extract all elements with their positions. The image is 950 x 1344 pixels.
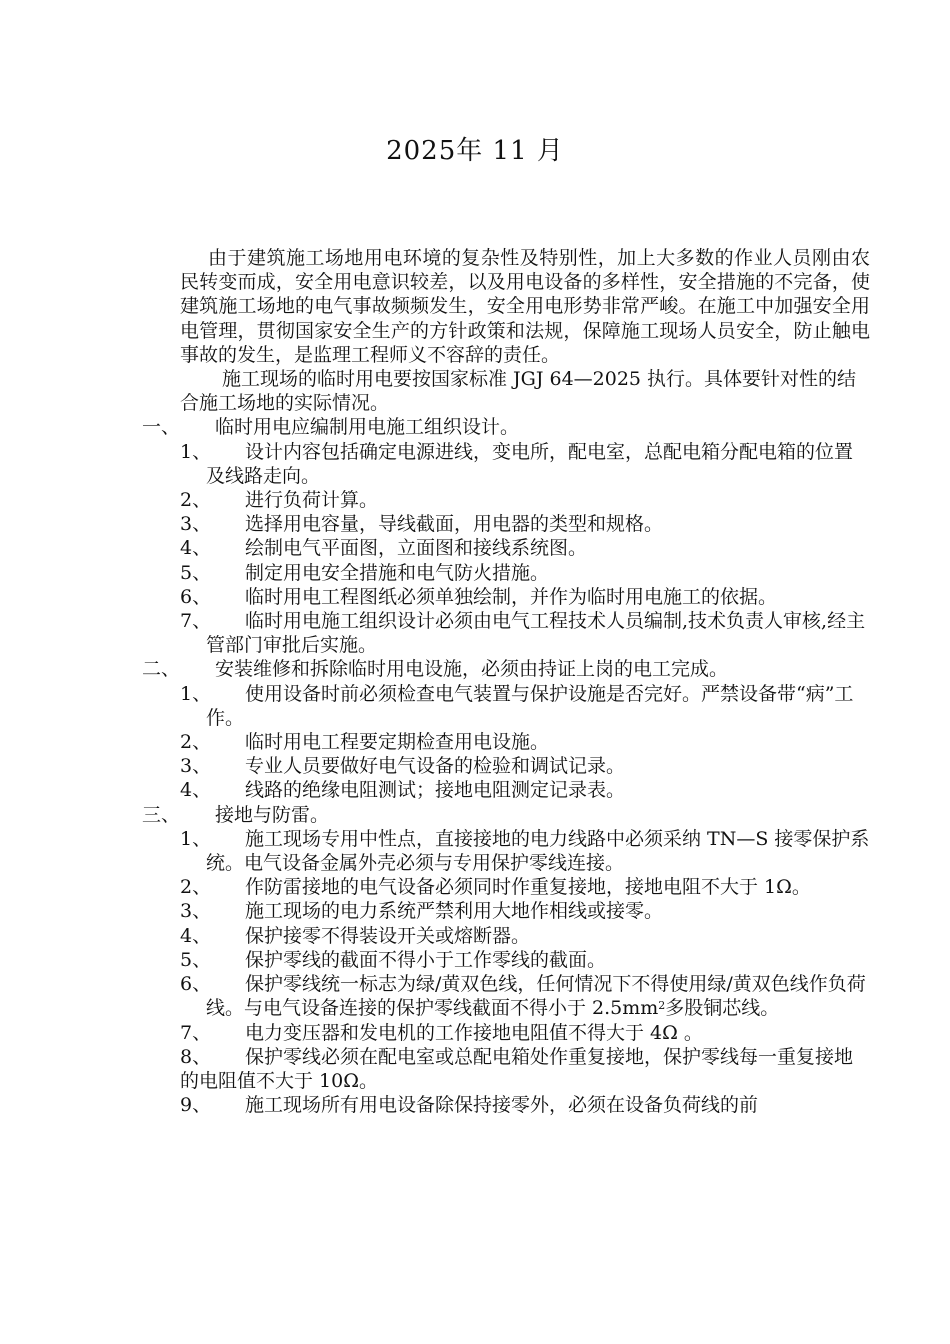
item-text-continued: 多股铜芯线。 bbox=[665, 997, 780, 1020]
item-number: 1、 bbox=[180, 827, 212, 850]
section-1 bbox=[142, 415, 870, 657]
item-text: 保护零线统一标志为绿/黄双色线，任何情况下不得使用绿/黄双色线作负荷线。与电气设备连接的保护零线截面不得小于 2.5mm bbox=[206, 973, 866, 1020]
item-number: 3、 bbox=[180, 513, 212, 536]
section-title: 安装维修和拆除临时用电设施，必须由持证上岗的电工完成。 bbox=[215, 658, 729, 681]
list-item bbox=[180, 948, 870, 972]
item-number: 1、 bbox=[180, 682, 212, 705]
list-item bbox=[180, 730, 870, 754]
item-number: 4、 bbox=[180, 924, 212, 947]
list-item bbox=[180, 754, 870, 778]
item-number: 6、 bbox=[180, 585, 212, 608]
item-text: 施工现场专用中性点，直接接地的电力线路中必须采纳 TN—S 接零保护系统。电气设备金属外壳必须与专用保护零线连接。 bbox=[206, 827, 870, 875]
item-text: 临时用电工程要定期检查用电设施。 bbox=[245, 731, 550, 754]
item-text: 保护零线的截面不得小于工作零线的截面。 bbox=[245, 948, 607, 971]
list-item bbox=[180, 827, 870, 875]
item-number: 2、 bbox=[180, 731, 212, 754]
item-text: 选择用电容量，导线截面，用电器的类型和规格。 bbox=[245, 513, 664, 536]
list-item bbox=[180, 561, 870, 585]
item-number: 4、 bbox=[180, 779, 212, 802]
list-item bbox=[180, 972, 870, 1020]
section-heading bbox=[142, 657, 870, 681]
item-text: 使用设备时前必须检查电气装置与保护设施是否完好。严禁设备带“病”工作。 bbox=[206, 682, 854, 729]
superscript: 2 bbox=[658, 999, 666, 1013]
item-text: 专业人员要做好电气设备的检验和调试记录。 bbox=[245, 755, 626, 778]
list-item bbox=[180, 1093, 870, 1117]
list-item bbox=[180, 585, 870, 609]
list-item bbox=[180, 488, 870, 512]
item-number: 3、 bbox=[180, 755, 212, 778]
list-item bbox=[180, 440, 870, 488]
item-text: 施工现场所有用电设备除保持接零外，必须在设备负荷线的前 bbox=[245, 1094, 759, 1117]
section-number: 三、 bbox=[142, 803, 181, 826]
list-item bbox=[180, 1045, 870, 1093]
section-3 bbox=[142, 803, 870, 1118]
item-number: 7、 bbox=[180, 1021, 212, 1044]
item-number: 9、 bbox=[180, 1094, 212, 1117]
list-item bbox=[180, 609, 870, 657]
item-text: 保护接零不得装设开关或熔断器。 bbox=[245, 924, 531, 947]
section-heading bbox=[142, 803, 870, 827]
item-text-wrapper bbox=[206, 972, 870, 1020]
section-number: 一、 bbox=[142, 416, 181, 439]
item-number: 6、 bbox=[180, 973, 212, 996]
list-item bbox=[180, 536, 870, 560]
intro-paragraph-1: 由于建筑施工场地用电环境的复杂性及特别性，加上大多数的作业人员刚由农民转变而成，安全用电意识较差，以及用电设备的多样性，安全措施的不完备，使建筑施工场地的电气事故频频发生，安全用电形势非常严峻。在施工中加强安全用电管理，贯彻国家安全生产的方针政策和法规，保障施工现场人员安全，防止触电事故的发生，是监理工程师义不容辞的责任。 bbox=[180, 247, 870, 366]
item-text: 制定用电安全措施和电气防火措施。 bbox=[245, 561, 550, 584]
list-item bbox=[180, 682, 870, 730]
item-text: 设计内容包括确定电源进线，变电所，配电室，总配电箱分配电箱的位置及线路走向。 bbox=[206, 440, 854, 487]
item-number: 5、 bbox=[180, 561, 212, 584]
item-number: 5、 bbox=[180, 948, 212, 971]
item-text: 临时用电工程图纸必须单独绘制，并作为临时用电施工的依据。 bbox=[245, 585, 778, 608]
list-item bbox=[180, 899, 870, 923]
item-number: 4、 bbox=[180, 537, 212, 560]
item-text: 线路的绝缘电阻测试；接地电阻测定记录表。 bbox=[245, 779, 626, 802]
section-number: 二、 bbox=[142, 658, 181, 681]
item-number: 7、 bbox=[180, 610, 212, 633]
section-2 bbox=[142, 657, 870, 802]
item-text: 施工现场的电力系统严禁利用大地作相线或接零。 bbox=[245, 900, 664, 923]
item-text: 电力变压器和发电机的工作接地电阻值不得大于 4Ω 。 bbox=[245, 1021, 703, 1044]
section-heading bbox=[142, 415, 870, 439]
list-item bbox=[180, 1021, 870, 1045]
item-text: 绘制电气平面图，立面图和接线系统图。 bbox=[245, 537, 588, 560]
item-number: 8、 bbox=[180, 1045, 212, 1068]
item-number: 1、 bbox=[180, 440, 212, 463]
list-item bbox=[180, 778, 870, 802]
list-item bbox=[180, 924, 870, 948]
item-number: 2、 bbox=[180, 876, 212, 899]
section-title: 接地与防雷。 bbox=[215, 803, 330, 826]
intro-paragraph-2: 施工现场的临时用电要按国家标准 JGJ 64—2025 执行。具体要针对性的结合施工场地的实际情况。 bbox=[180, 368, 857, 415]
item-number: 3、 bbox=[180, 900, 212, 923]
list-item bbox=[180, 875, 870, 899]
item-text: 临时用电施工组织设计必须由电气工程技术人员编制,技术负责人审核,经主管部门审批后实施。 bbox=[206, 610, 866, 657]
item-text: 作防雷接地的电气设备必须同时作重复接地，接地电阻不大于 1Ω。 bbox=[245, 876, 811, 899]
item-text: 保护零线必须在配电室或总配电箱处作重复接地，保护零线每一重复接地的电阻值不大于 10Ω。 bbox=[180, 1045, 854, 1092]
item-number: 2、 bbox=[180, 489, 212, 512]
list-item bbox=[180, 512, 870, 536]
document-body bbox=[142, 246, 870, 1117]
document-date: 2025年 11 月 bbox=[386, 136, 564, 166]
item-text: 进行负荷计算。 bbox=[245, 489, 379, 512]
section-title: 临时用电应编制用电施工组织设计。 bbox=[215, 416, 520, 439]
